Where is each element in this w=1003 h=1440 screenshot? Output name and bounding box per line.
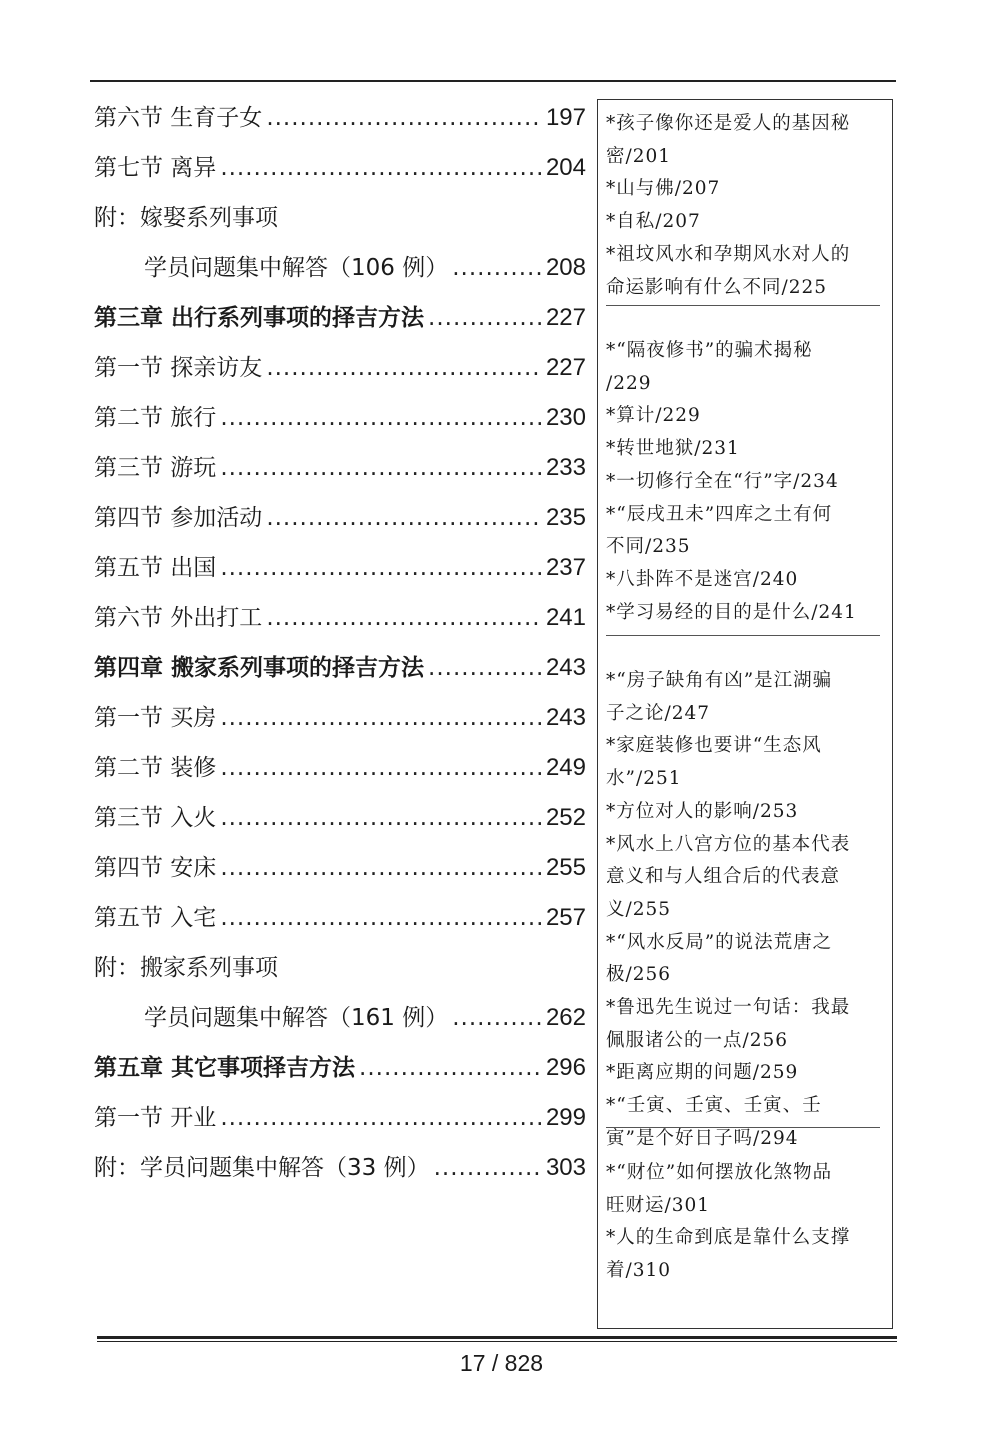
note-line: 命运影响有什么不同/225 — [606, 276, 828, 298]
note-line: 水”/251 — [606, 768, 682, 790]
note-line: *家庭装修也要讲“生态风 — [606, 735, 822, 757]
toc-entry-title: 学员问题集中解答（106 例） — [144, 255, 449, 281]
toc-entry — [94, 200, 586, 250]
toc-entry-page: 237 — [545, 554, 586, 581]
toc-entry — [94, 250, 586, 300]
toc-entry-page: 233 — [545, 454, 586, 481]
toc-entry-page: 197 — [545, 104, 586, 131]
toc-entry-title: 附：学员问题集中解答（33 例） — [94, 1155, 430, 1181]
toc-entry-page: 241 — [545, 604, 586, 631]
note-line: *方位对人的影响/253 — [606, 800, 799, 822]
toc-entry-page: 243 — [545, 704, 586, 731]
toc-entry-title: 第四节 参加活动 — [94, 505, 263, 531]
toc-entry-page: 243 — [545, 654, 586, 681]
note-line: *鲁迅先生说过一句话：我最 — [606, 997, 851, 1019]
note-separator — [606, 1127, 880, 1128]
toc-entry — [94, 850, 586, 900]
toc-entry-title: 第三章 出行系列事项的择吉方法 — [94, 305, 425, 331]
toc-entry-page: 262 — [545, 1004, 586, 1031]
dot-leader — [220, 1100, 542, 1136]
note-line: *“辰戌丑未”四库之土有何 — [606, 503, 833, 525]
page-indicator: 17 / 828 — [459, 1350, 544, 1376]
dot-leader — [220, 150, 542, 186]
dot-leader — [220, 400, 542, 436]
note-line: *风水上八宫方位的基本代表 — [606, 833, 851, 855]
note-line: *孩子像你还是爱人的基因秘 — [606, 113, 851, 134]
note-line: 佩服诸公的一点/256 — [606, 1029, 789, 1051]
note-separator — [606, 305, 880, 306]
note-line: 不同/235 — [606, 536, 691, 558]
toc-entry — [94, 400, 586, 450]
toc-entry-title: 学员问题集中解答（161 例） — [144, 1005, 449, 1031]
note-line: 着/310 — [606, 1260, 672, 1282]
bottom-rule-thin — [97, 1341, 897, 1342]
toc-entry — [94, 350, 586, 400]
note-group — [598, 335, 892, 629]
toc-entry-title: 第一节 探亲访友 — [94, 355, 263, 381]
toc-entry-title: 第七节 离异 — [94, 155, 217, 181]
dot-leader — [452, 1000, 542, 1036]
dot-leader — [220, 850, 542, 886]
note-line: 极/256 — [606, 964, 672, 986]
note-line: *祖坟风水和孕期风水对人的 — [606, 243, 851, 265]
dot-leader — [220, 750, 542, 786]
toc-entry-page: 227 — [545, 304, 586, 331]
note-line: *距离应期的问题/259 — [606, 1062, 799, 1084]
note-line: *“财位”如何摆放化煞物品 — [606, 1162, 833, 1183]
note-line: *山与佛/207 — [606, 178, 721, 200]
toc-entry — [94, 700, 586, 750]
toc-entry-title: 第六节 生育子女 — [94, 105, 263, 131]
note-line: *八卦阵不是迷宫/240 — [606, 568, 799, 590]
toc-entry-page: 252 — [545, 804, 586, 831]
dot-leader — [220, 550, 542, 586]
dot-leader — [220, 900, 542, 936]
toc-entry — [94, 900, 586, 950]
toc-entry-title: 第五节 入宅 — [94, 905, 217, 931]
note-line: *“壬寅、壬寅、壬寅、壬 — [606, 1095, 822, 1117]
toc-entry-title: 第三节 入火 — [94, 805, 217, 831]
toc-entry — [94, 500, 586, 550]
table-of-contents — [94, 100, 586, 1200]
toc-entry — [94, 1000, 586, 1050]
note-group — [598, 108, 892, 304]
toc-entry — [94, 950, 586, 1000]
dot-leader — [220, 700, 542, 736]
toc-entry-page: 230 — [545, 404, 586, 431]
dot-leader — [359, 1050, 542, 1086]
dot-leader — [220, 450, 542, 486]
toc-entry-title: 第五章 其它事项择吉方法 — [94, 1055, 356, 1081]
toc-entry — [94, 1050, 586, 1100]
note-group — [598, 1157, 892, 1288]
toc-entry-title: 附：搬家系列事项 — [94, 955, 278, 981]
bottom-rule — [97, 1336, 897, 1339]
sidebar-notes-box — [597, 99, 893, 1329]
toc-entry — [94, 550, 586, 600]
toc-entry-page: 204 — [545, 154, 586, 181]
dot-leader — [452, 250, 542, 286]
note-line: /229 — [606, 372, 652, 394]
toc-entry — [94, 650, 586, 700]
note-line: *一切修行全在“行”字/234 — [606, 470, 839, 492]
dot-leader — [266, 600, 542, 636]
toc-entry — [94, 300, 586, 350]
toc-entry-title: 第四节 安床 — [94, 855, 217, 881]
toc-entry-title: 第一节 买房 — [94, 705, 217, 731]
note-line: *人的生命到底是靠什么支撑 — [606, 1227, 851, 1249]
note-line: *转世地狱/231 — [606, 438, 740, 460]
toc-entry — [94, 600, 586, 650]
dot-leader — [266, 350, 542, 386]
note-line: *算计/229 — [606, 405, 701, 427]
dot-leader — [220, 800, 542, 836]
toc-entry-title: 第一节 开业 — [94, 1105, 217, 1131]
toc-entry — [94, 100, 586, 150]
toc-entry — [94, 450, 586, 500]
toc-entry — [94, 150, 586, 200]
toc-entry — [94, 800, 586, 850]
toc-entry-title: 附：嫁娶系列事项 — [94, 205, 278, 231]
note-line: *“风水反局”的说法荒唐之 — [606, 931, 833, 953]
note-line: 义/255 — [606, 898, 672, 920]
note-separator — [606, 635, 880, 636]
toc-entry-page: 299 — [545, 1104, 586, 1131]
toc-entry-page: 257 — [545, 904, 586, 931]
note-line: 意义和与人组合后的代表意 — [606, 866, 841, 888]
toc-entry-title: 第二节 装修 — [94, 755, 217, 781]
note-line: *“隔夜修书”的骗术揭秘 — [606, 340, 813, 361]
note-line: 寅”是个好日子吗/294 — [606, 1127, 799, 1149]
toc-entry-page: 249 — [545, 754, 586, 781]
toc-entry-page: 235 — [545, 504, 586, 531]
note-line: 子之论/247 — [606, 702, 711, 724]
note-line: 密/201 — [606, 145, 672, 167]
toc-entry-title: 第五节 出国 — [94, 555, 217, 581]
dot-leader — [434, 1150, 542, 1186]
note-line: *“房子缺角有凶”是江湖骗 — [606, 670, 833, 691]
toc-entry-title: 第三节 游玩 — [94, 455, 217, 481]
toc-entry-title: 第二节 旅行 — [94, 405, 217, 431]
toc-entry — [94, 750, 586, 800]
top-rule — [90, 80, 896, 82]
toc-entry-title: 第四章 搬家系列事项的择吉方法 — [94, 655, 425, 681]
toc-entry — [94, 1150, 586, 1200]
dot-leader — [266, 500, 542, 536]
toc-entry-page: 208 — [545, 254, 586, 281]
dot-leader — [266, 100, 542, 136]
dot-leader — [428, 300, 542, 336]
toc-entry — [94, 1100, 586, 1150]
toc-entry-page: 303 — [545, 1154, 586, 1181]
toc-entry-page: 227 — [545, 354, 586, 381]
note-line: *学习易经的目的是什么/241 — [606, 601, 857, 623]
dot-leader — [428, 650, 542, 686]
toc-entry-page: 255 — [545, 854, 586, 881]
note-line: *自私/207 — [606, 211, 701, 233]
toc-entry-page: 296 — [545, 1054, 586, 1081]
note-line: 旺财运/301 — [606, 1194, 711, 1216]
toc-entry-title: 第六节 外出打工 — [94, 605, 263, 631]
note-group — [598, 665, 892, 1156]
